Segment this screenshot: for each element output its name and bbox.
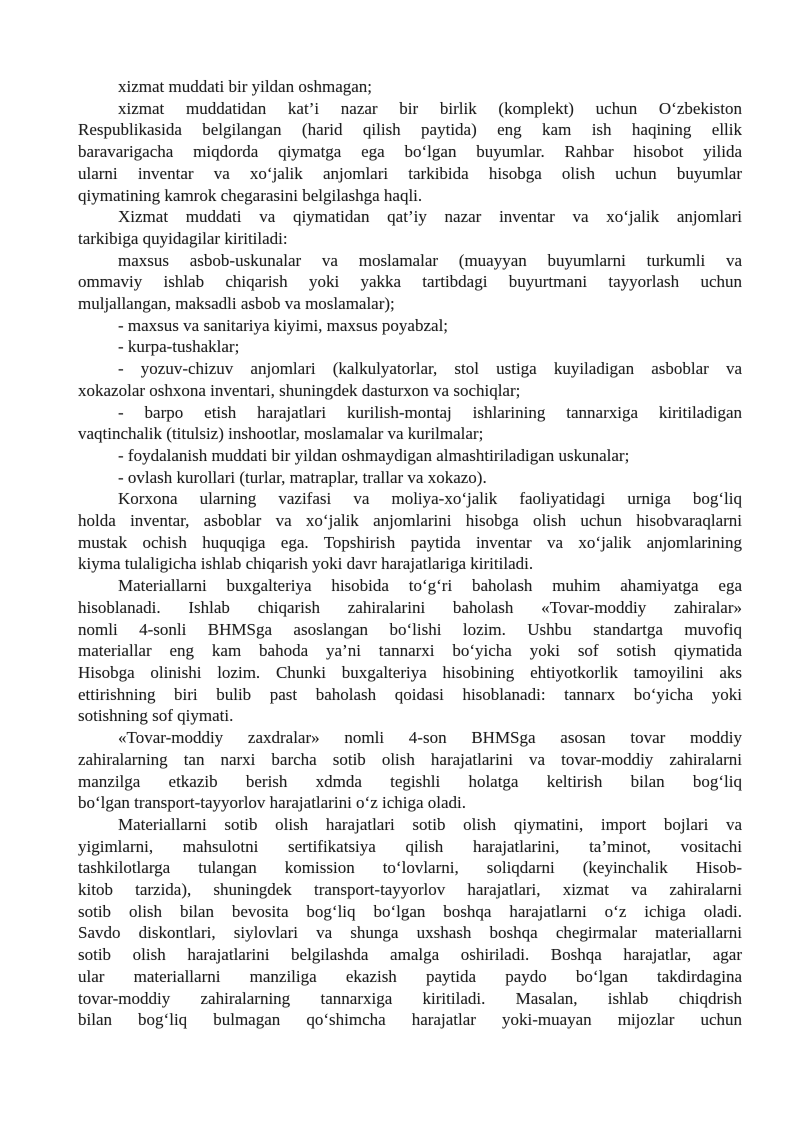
paragraph: [78, 575, 742, 727]
text-line: baravarigacha miqdorda qiymatga ega bo‘lgan buyumlar. Rahbar hisobot yilida: [78, 142, 742, 162]
paragraph: [78, 206, 742, 249]
text-line: - yozuv-chizuv anjomlari (kalkulyatorlar, stol ustiga kuyiladigan asboblar va: [118, 359, 742, 379]
text-line: xizmat muddati bir yildan oshmagan;: [118, 77, 373, 96]
text-line: holda inventar, asboblar va xo‘jalik anjomlarini hisobga olish uchun hisobvaraqlarni: [78, 511, 742, 531]
text-line: hisoblanadi. Ishlab chiqarish zahiralarini baholash «Tovar-moddiy zahiralar»: [78, 597, 742, 617]
text-line: manzilga etkazib berish xdmda tegishli holatga keltirish bilan bog‘liq: [78, 771, 742, 791]
text-line: sotib olish bilan bevosita bog‘liq bo‘lgan boshqa harajatlarni o‘z ichiga oladi.: [78, 901, 742, 921]
text-line: «Tovar-moddiy zaxdralar» nomli 4-son BHMSga asosan tovar moddiy: [118, 728, 742, 748]
text-line: - barpo etish harajatlari kurilish-montaj ishlarining tannarxiga kiritiladigan: [118, 402, 742, 422]
text-column: [78, 76, 742, 1031]
text-line: nomli 4-sonli BHMSga asoslangan bo‘lishi lozim. Ushbu standartga muvofiq: [78, 619, 742, 639]
text-line: kiyma tulaligicha ishlab chiqarish yoki davr harajatlariga kiritiladi.: [78, 554, 534, 574]
text-line: - ovlash kurollari (turlar, matraplar, trallar va xokazo).: [118, 467, 487, 487]
text-line: zahiralarning tan narxi barcha sotib olish harajatlarini va tovar-moddiy zahiralarni: [78, 749, 742, 769]
text-line: Xizmat muddati va qiymatidan qat’iy nazar inventar va xo‘jalik anjomlari: [118, 207, 742, 227]
text-line: ular materiallarni manziliga ekazish paytida paydo bo‘lgan takdirdagina: [78, 966, 742, 986]
text-line: xizmat muddatidan kat’i nazar bir birlik (komplekt) uchun O‘zbekiston: [118, 98, 742, 118]
text-line: xokazolar oshxona inventari, shuningdek dasturxon va sochiqlar;: [78, 380, 521, 400]
text-line: Hisobga olinishi lozim. Chunki buxgalteriya hisobining ehtiyotkorlik tamoyilini aks: [78, 662, 742, 682]
text-line: Materiallarni sotib olish harajatlari sotib olish qiymatini, import bojlari va: [118, 814, 742, 834]
paragraph: [78, 488, 742, 575]
text-line: Materiallarni buxgalteriya hisobida to‘g‘ri baholash muhim ahamiyatga ega: [118, 576, 742, 596]
text-line: maxsus asbob-uskunalar va moslamalar (muayyan buyumlarni turkumli va: [118, 250, 742, 270]
paragraph: [78, 358, 742, 401]
text-line: - foydalanish muddati bir yildan oshmaydigan almashtiriladigan uskunalar;: [118, 445, 630, 465]
text-line: materiallar eng kam bahoda ya’ni tannarxi bo‘yicha yoki sof sotish qiymatida: [78, 641, 742, 661]
paragraph: [78, 727, 742, 814]
text-line: sotishning sof qiymati.: [78, 706, 234, 726]
paragraph: [78, 814, 742, 1031]
paragraph: [78, 250, 742, 315]
paragraph: [78, 467, 742, 489]
paragraph: [78, 445, 742, 467]
text-line: kitob tarzida), shuningdek transport-tayyorlov harajatlari, xizmat va zahiralarni: [78, 880, 742, 900]
paragraph: [78, 98, 742, 207]
paragraph: [78, 402, 742, 445]
paragraph: [78, 315, 742, 337]
text-line: qiymatining kamrok chegarasini belgilashga haqli.: [78, 185, 423, 205]
text-line: sotib olish harajatlarini belgilashda amalga oshiriladi. Boshqa harajatlar, agar: [78, 945, 742, 965]
text-line: Savdo diskontlari, siylovlari va shunga uxshash boshqa chegirmalar materiallarni: [78, 923, 742, 943]
text-line: mustak ochish huquqiga ega. Topshirish paytida inventar va xo‘jalik anjomlarining: [78, 532, 742, 552]
text-line: - kurpa-tushaklar;: [118, 337, 240, 357]
text-line: Korxona ularning vazifasi va moliya-xo‘jalik faoliyatidagi urniga bog‘liq: [118, 489, 742, 509]
text-line: ettirishning biri bulib past baholash qoidasi hisoblanadi: tannarx bo‘yicha yoki: [78, 684, 742, 704]
text-line: bo‘lgan transport-tayyorlov harajatlarini o‘z ichiga oladi.: [78, 793, 467, 813]
text-line: - maxsus va sanitariya kiyimi, maxsus poyabzal;: [118, 315, 449, 335]
paragraph: [78, 76, 742, 98]
text-line: bilan bog‘liq bulmagan qo‘shimcha harajatlar yoki-muayan mijozlar uchun: [78, 1010, 742, 1030]
text-line: ommaviy ishlab chiqarish yoki yakka tartibdagi buyurtmani tayyorlash uchun: [78, 272, 742, 292]
text-line: yigimlarni, mahsulotni sertifikatsiya qilish harajatlarini, ta’minot, vositachi: [78, 836, 742, 856]
text-line: tovar-moddiy zahiralarning tannarxiga kiritiladi. Masalan, ishlab chiqdrish: [78, 988, 742, 1008]
text-line: tashkilotlarga tulangan komission to‘lovlarni, soliqdarni (keyinchalik Hisob-: [78, 858, 742, 878]
text-line: vaqtinchalik (titulsiz) inshootlar, moslamalar va kurilmalar;: [78, 424, 484, 444]
text-line: Respublikasida belgilangan (harid qilish paytida) eng kam ish haqining ellik: [78, 120, 742, 140]
text-line: muljallangan, maksadli asbob va moslamalar);: [78, 294, 395, 314]
paragraph: [78, 336, 742, 358]
text-line: ularni inventar va xo‘jalik anjomlari tarkibida hisobga olish uchun buyumlar: [78, 163, 742, 183]
text-line: tarkibiga quyidagilar kiritiladi:: [78, 228, 288, 248]
